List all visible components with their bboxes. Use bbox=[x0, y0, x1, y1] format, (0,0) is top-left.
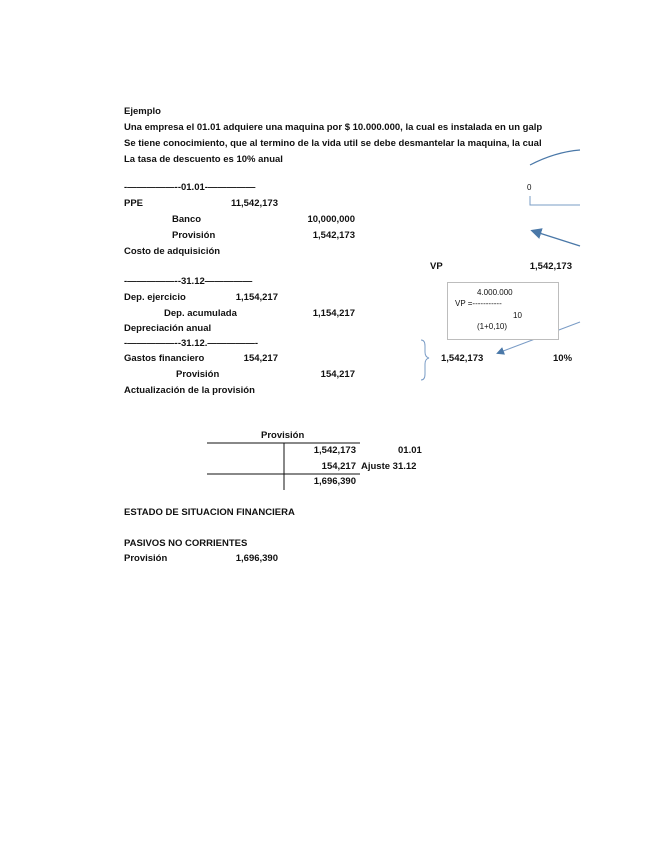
bracket-line-top bbox=[530, 196, 580, 205]
statement-item-label: Provisión bbox=[124, 553, 168, 564]
example-title: Ejemplo bbox=[124, 106, 161, 117]
entry-separator-0101: -—————--01.01-————— bbox=[124, 182, 256, 193]
entry1-credit1-amount: 10,000,000 bbox=[307, 214, 355, 225]
formula-numerator: 4.000.000 bbox=[477, 288, 513, 297]
formula-denominator: (1+0,10) bbox=[477, 322, 508, 331]
entry3-credit-account: Provisión bbox=[176, 369, 220, 380]
t-account-row-note: Ajuste 31.12 bbox=[361, 461, 417, 472]
entry1-credit2-amount: 1,542,173 bbox=[312, 230, 355, 241]
entry-separator-3112b: -—————--31.12.—————- bbox=[124, 338, 259, 349]
statement-section: PASIVOS NO CORRIENTES bbox=[124, 538, 248, 549]
entry1-credit2-account: Provisión bbox=[172, 230, 216, 241]
statement-line-2: Se tiene conocimiento, que al termino de la vida util se debe desmantelar la maquina, la cual bbox=[124, 138, 542, 149]
vp-value: 1,542,173 bbox=[529, 261, 572, 272]
formula-lhs: VP =----------- bbox=[455, 299, 502, 308]
entry-separator-3112: -—————--31.12————— bbox=[124, 276, 253, 287]
curly-bracket bbox=[421, 340, 429, 380]
bracket-rate: 10% bbox=[553, 353, 573, 364]
entry3-debit-amount: 154,217 bbox=[243, 353, 278, 364]
entry1-debit-account: PPE bbox=[124, 198, 144, 209]
curve-line bbox=[530, 150, 580, 165]
bracket-value: 1,542,173 bbox=[441, 353, 484, 364]
entry2-debit-account: Dep. ejercicio bbox=[124, 292, 186, 303]
entry2-debit-amount: 1,154,217 bbox=[235, 292, 278, 303]
entry3-description: Actualización de la provisión bbox=[124, 385, 255, 396]
t-account-row-note: 01.01 bbox=[398, 445, 422, 456]
entry3-debit-account: Gastos financiero bbox=[124, 353, 205, 364]
statement-line-3: La tasa de descuento es 10% anual bbox=[124, 154, 283, 165]
entry1-debit-amount: 11,542,173 bbox=[230, 198, 278, 209]
statement-item-value: 1,696,390 bbox=[235, 553, 278, 564]
t-account-total: 1,696,390 bbox=[313, 476, 356, 487]
statement-line-1: Una empresa el 01.01 adquiere una maquina por $ 10.000.000, la cual es instalada en un galp bbox=[124, 122, 543, 133]
entry3-credit-amount: 154,217 bbox=[320, 369, 355, 380]
entry2-credit-amount: 1,154,217 bbox=[312, 308, 355, 319]
t-account-row-amount: 1,542,173 bbox=[313, 445, 356, 456]
entry2-description: Depreciación anual bbox=[124, 323, 212, 334]
entry1-credit1-account: Banco bbox=[172, 214, 202, 225]
entry2-credit-account: Dep. acumulada bbox=[164, 308, 237, 319]
vp-label: VP bbox=[430, 261, 443, 272]
formula-exponent: 10 bbox=[513, 311, 522, 320]
timeline-zero-label: 0 bbox=[527, 183, 532, 192]
arrow-to-vp bbox=[533, 231, 580, 246]
t-account-title: Provisión bbox=[261, 430, 305, 441]
t-account-row-amount: 154,217 bbox=[321, 461, 356, 472]
entry1-description: Costo de adquisición bbox=[124, 246, 221, 257]
statement-title: ESTADO DE SITUACION FINANCIERA bbox=[124, 507, 295, 518]
